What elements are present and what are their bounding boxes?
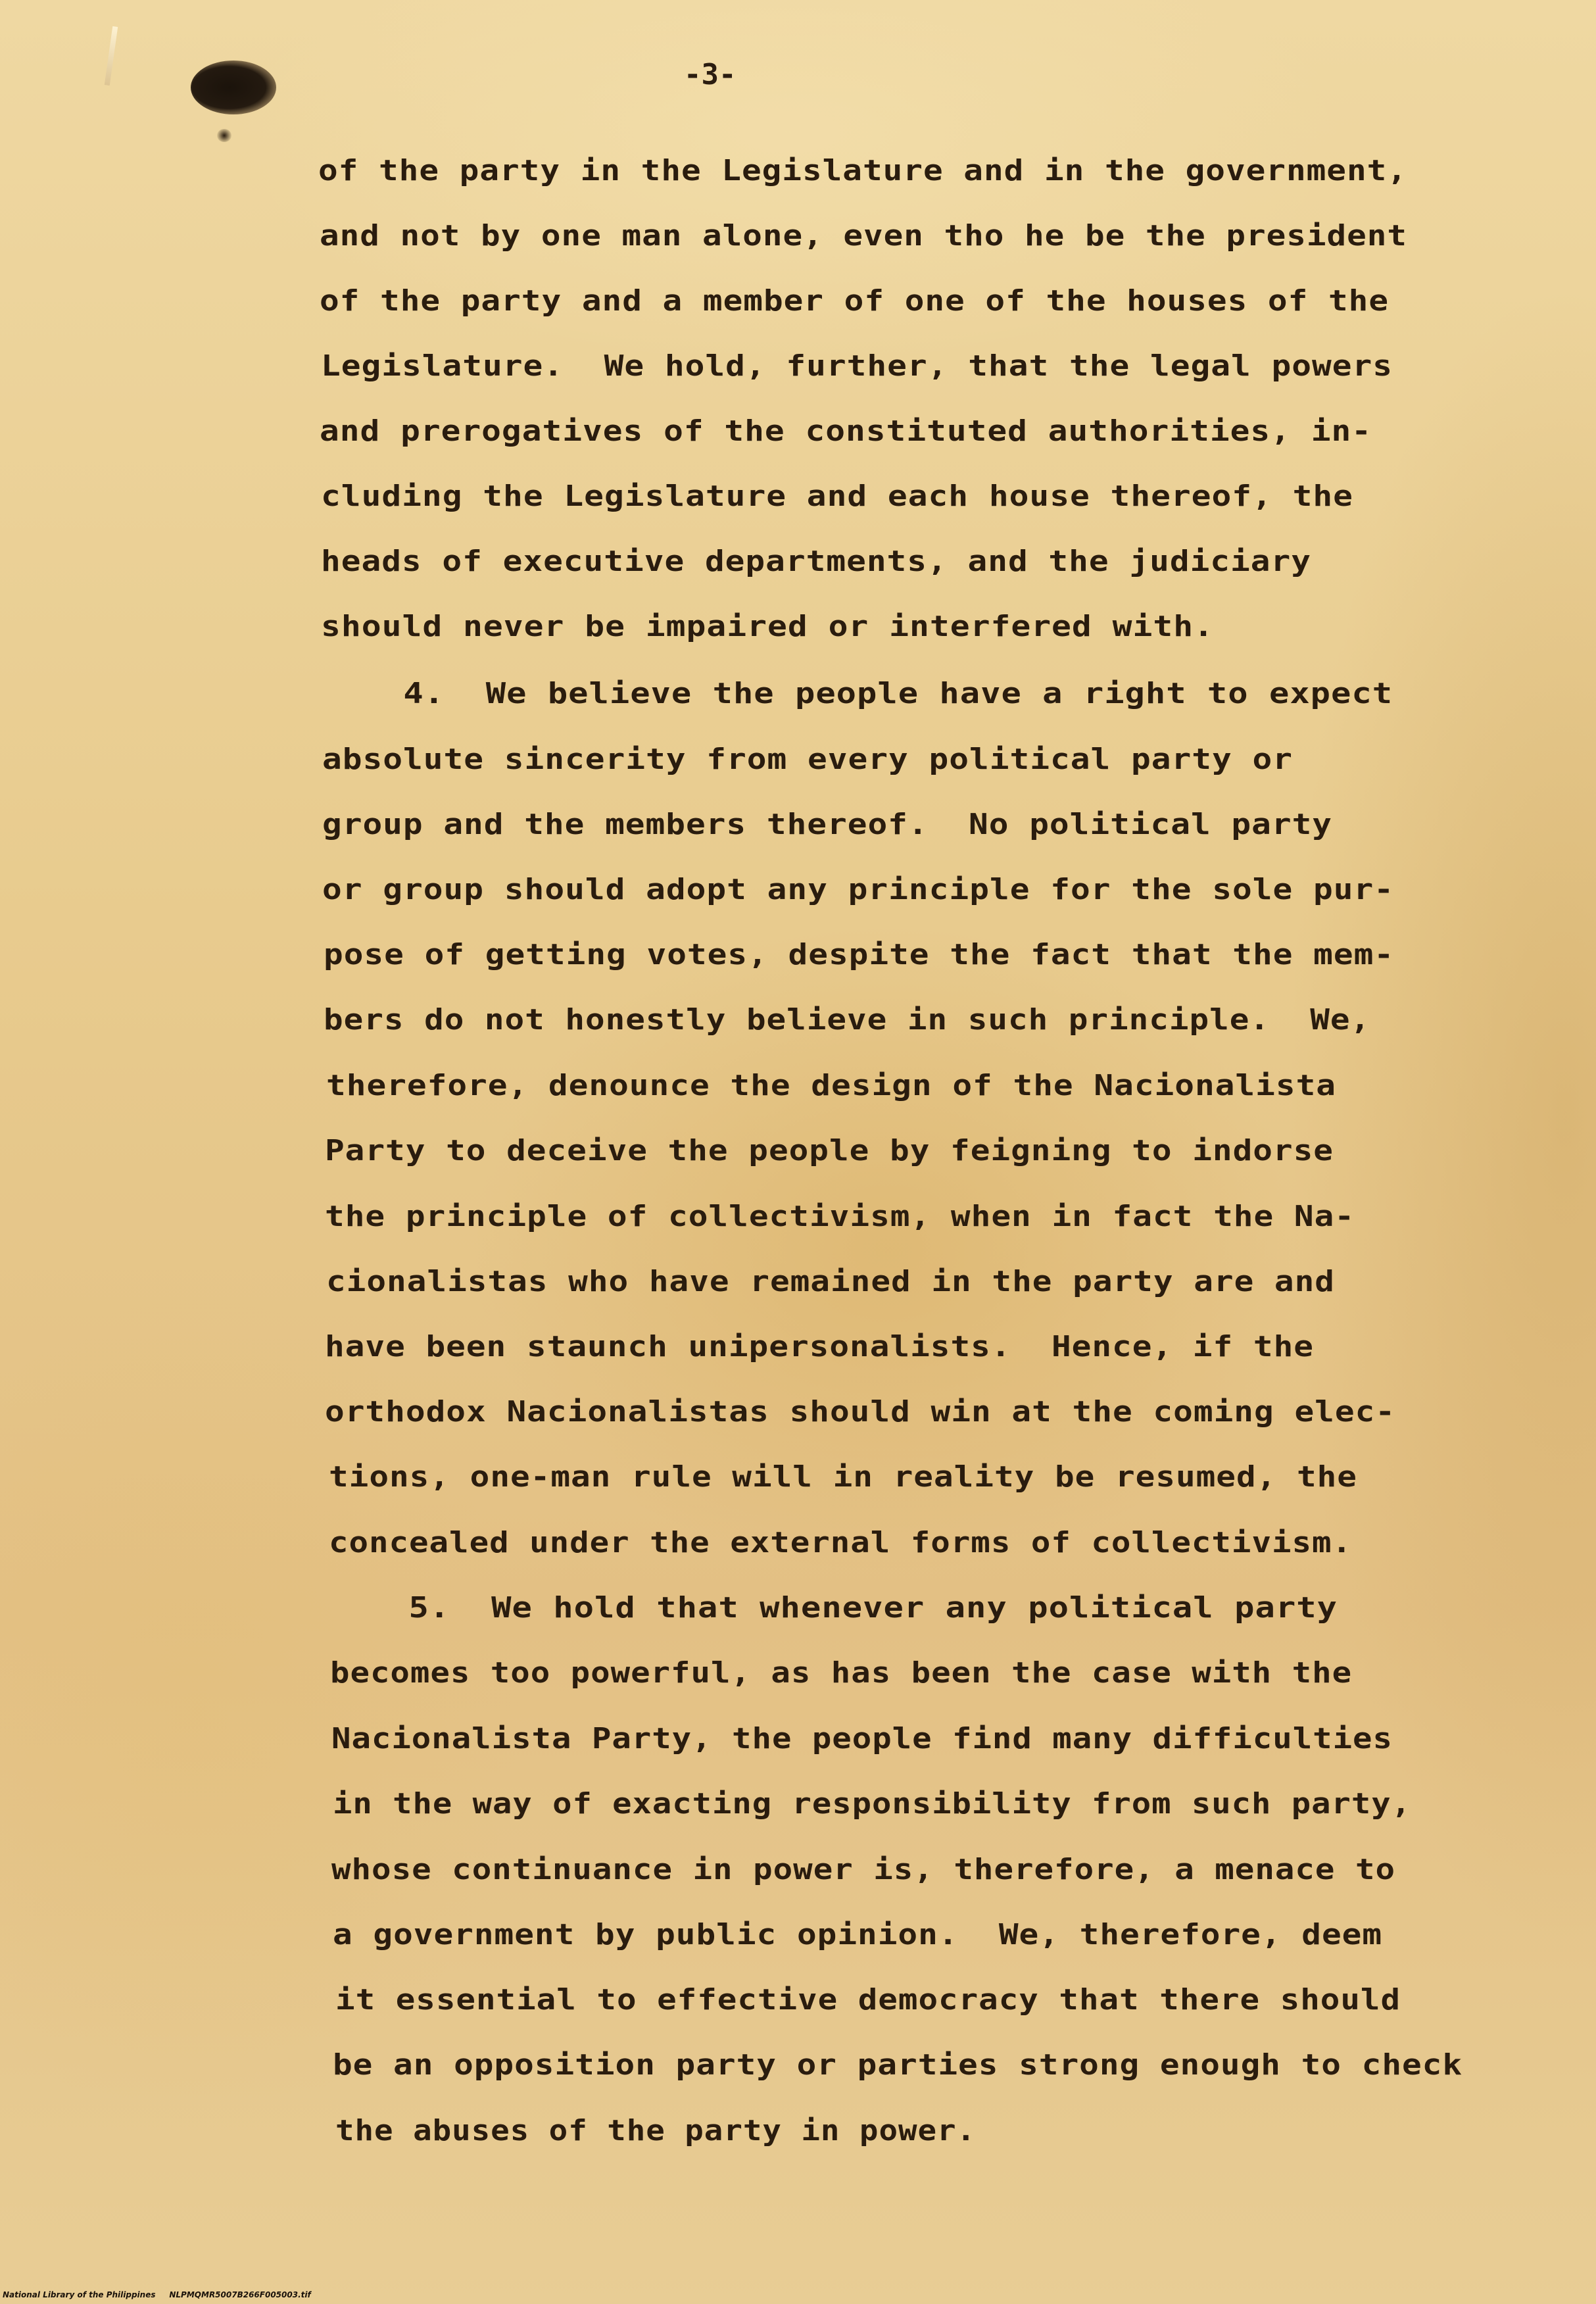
text-line: have been staunch unipersonalists. Hence, if the [325,1330,1314,1363]
page-number: -3- [684,58,737,91]
ink-spot [217,129,231,142]
text-line: should never be impaired or interfered with. [321,610,1214,643]
text-line: absolute sincerity from every political party or [322,743,1294,776]
text-line: cionalistas who have remained in the party are and [326,1265,1335,1298]
text-line: Party to deceive the people by feigning to indorse [325,1134,1334,1167]
text-line: or group should adopt any principle for the sole pur- [322,873,1395,906]
text-line: and not by one man alone, even tho he be the president [320,219,1408,253]
text-line: of the party and a member of one of the houses of the [320,284,1390,318]
text-line: tions, one-man rule will in reality be resumed, the [329,1460,1357,1494]
text-line: a government by public opinion. We, therefore, deem [333,1918,1383,1951]
text-line: bers do not honestly believe in such principle. We, [324,1003,1371,1037]
text-line: pose of getting votes, despite the fact that the mem- [324,938,1395,971]
text-line: in the way of exacting responsibility from such party, [333,1787,1411,1821]
text-line: concealed under the external forms of collectivism. [329,1526,1352,1559]
text-line: Nacionalista Party, the people find many difficulties [331,1722,1393,1755]
archive-footer: National Library of the Philippines NLPMQMR5007B266F005003.tif [3,2290,311,2299]
text-line: the principle of collectivism, when in fact the Na- [325,1200,1355,1233]
text-line: 5. We hold that whenever any political party [326,1591,1338,1625]
text-line: 4. We believe the people have a right to expect [321,677,1393,710]
text-line: and prerogatives of the constituted authorities, in- [320,414,1372,448]
text-line: be an opposition party or parties strong enough to check [333,2048,1463,2082]
text-line: whose continuance in power is, therefore, a menace to [331,1853,1396,1886]
text-line: group and the members thereof. No political party [322,808,1333,841]
paper-crease [105,26,118,86]
text-line: it essential to effective democracy that there should [335,1983,1401,2017]
text-line: cluding the Legislature and each house thereof, the [321,479,1353,513]
text-line: the abuses of the party in power. [335,2114,977,2147]
text-line: becomes too powerful, as has been the case with the [330,1656,1353,1690]
text-line: therefore, denounce the design of the Nacionalista [326,1069,1337,1102]
text-line: Legislature. We hold, further, that the legal powers [321,349,1393,383]
text-line: of the party in the Legislature and in the government, [318,154,1407,187]
text-line: orthodox Nacionalistas should win at the coming elec- [325,1395,1396,1429]
text-line: heads of executive departments, and the judiciary [321,545,1311,578]
ink-blot [191,61,276,114]
